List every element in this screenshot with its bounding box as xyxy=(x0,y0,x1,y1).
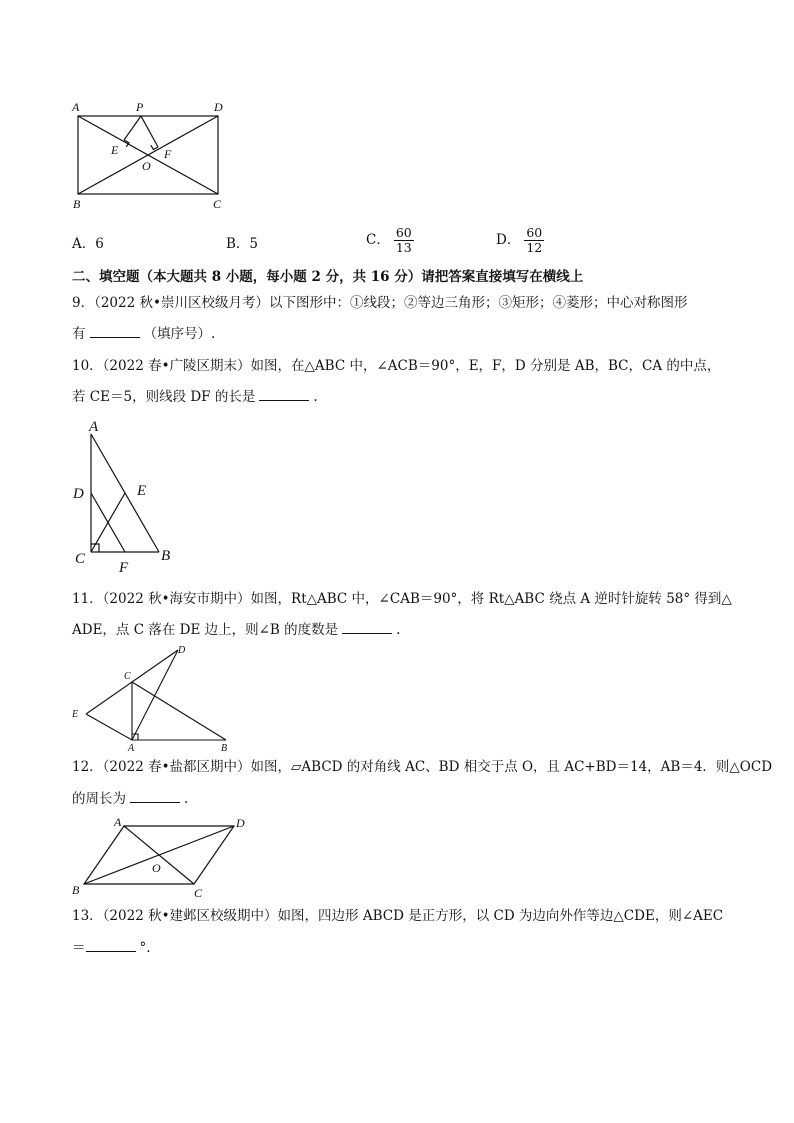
q9-post: （填序号）. xyxy=(143,326,216,342)
label-c: C xyxy=(213,197,222,211)
option-d-fraction xyxy=(524,226,544,255)
label-d: D xyxy=(236,816,245,830)
option-c-denominator: 13 xyxy=(395,240,412,255)
segment-pf xyxy=(141,116,158,147)
label-b: B xyxy=(221,743,228,754)
q11-pre: ADE，点 C 落在 DE 边上，则∠B 的度数是 xyxy=(72,622,339,638)
q10-line2 xyxy=(72,387,318,407)
q12-post: . xyxy=(184,791,189,807)
label-b: B xyxy=(161,548,171,564)
side-cd xyxy=(132,650,178,682)
q11-line1: 11．（2022 秋•海安市期中）如图，Rt△ABC 中，∠CAB＝90°，将 Rt△ABC 绕点 A 逆时针旋转 58° 得到△ xyxy=(72,591,732,607)
option-c-fraction xyxy=(394,226,414,255)
label-e: E xyxy=(111,143,119,157)
answer-blank-q13[interactable] xyxy=(86,939,136,952)
option-d-prefix: D． xyxy=(496,232,521,248)
option-d xyxy=(496,226,544,255)
q10-post: . xyxy=(313,389,318,405)
answer-blank-q10[interactable] xyxy=(259,388,309,401)
q13-pre: ＝ xyxy=(72,940,86,956)
label-a: A xyxy=(89,419,99,435)
q11-line2 xyxy=(72,620,400,640)
option-c-prefix: C． xyxy=(366,232,390,248)
q10-pre: 若 CE＝5，则线段 DF 的长是 xyxy=(72,389,256,405)
q13-post: °. xyxy=(139,940,151,956)
figure-q12-parallelogram xyxy=(66,812,256,902)
label-o: O xyxy=(152,861,161,875)
option-c-numerator: 60 xyxy=(395,225,412,240)
label-d: D xyxy=(214,100,223,114)
label-b: B xyxy=(72,883,80,897)
label-p: P xyxy=(136,100,144,114)
label-b: B xyxy=(73,197,81,211)
q9-line2 xyxy=(72,324,215,344)
q13-line2 xyxy=(72,938,151,958)
label-a: A xyxy=(114,815,122,829)
q12-pre: 的周长为 xyxy=(72,791,126,807)
label-a: A xyxy=(72,100,80,114)
option-c xyxy=(366,226,414,255)
label-f: F xyxy=(164,147,172,161)
figure-q11-rotation xyxy=(66,642,246,754)
label-a: A xyxy=(128,743,135,754)
side-ad xyxy=(132,650,178,740)
answer-blank-q9[interactable] xyxy=(90,325,140,338)
label-d: D xyxy=(178,645,186,656)
label-o: O xyxy=(142,159,151,173)
q9-line1: 9．（2022 秋•崇川区校级月考）以下图形中：①线段；②等边三角形；③矩形；④菱形；中心对称图形 xyxy=(72,295,688,311)
figure-q8-rectangle xyxy=(66,96,236,214)
section-heading: 二、填空题（本大题共 8 小题，每小题 2 分，共 16 分）请把答案直接填写在横线上 xyxy=(72,269,584,285)
label-e: E xyxy=(137,483,147,499)
q12-line1: 12．（2022 春•盐都区期中）如图，▱ABCD 的对角线 AC、BD 相交于点 O，且 AC+BD＝14，AB＝4．则△OCD xyxy=(72,759,773,775)
segment-pe xyxy=(124,116,141,140)
answer-blank-q12[interactable] xyxy=(130,790,180,803)
q13-line1: 13．（2022 秋•建邺区校级期中）如图，四边形 ABCD 是正方形，以 CD 为边向外作等边△CDE，则∠AEC xyxy=(72,908,724,924)
answer-blank-q11[interactable] xyxy=(342,621,392,634)
option-d-denominator: 12 xyxy=(526,240,543,255)
label-c: C xyxy=(75,551,86,567)
option-a: A．6 xyxy=(72,236,104,252)
label-e: E xyxy=(72,709,79,720)
side-cb xyxy=(132,682,226,740)
side-ec xyxy=(86,682,132,714)
side-ea xyxy=(86,714,132,740)
label-f: F xyxy=(119,560,129,576)
figure-q10-triangle xyxy=(68,414,188,578)
label-d: D xyxy=(73,486,84,502)
q12-line2 xyxy=(72,789,188,809)
q9-pre: 有 xyxy=(72,326,86,342)
option-b: B．5 xyxy=(226,236,259,252)
option-d-numerator: 60 xyxy=(526,225,543,240)
diagonal-bd xyxy=(84,826,234,884)
label-c: C xyxy=(194,886,203,900)
label-c: C xyxy=(124,671,131,682)
q11-post: . xyxy=(396,622,401,638)
q10-line1: 10．（2022 春•广陵区期末）如图，在△ABC 中，∠ACB＝90°，E，F，D 分别是 AB，BC，CA 的中点， xyxy=(72,358,721,374)
